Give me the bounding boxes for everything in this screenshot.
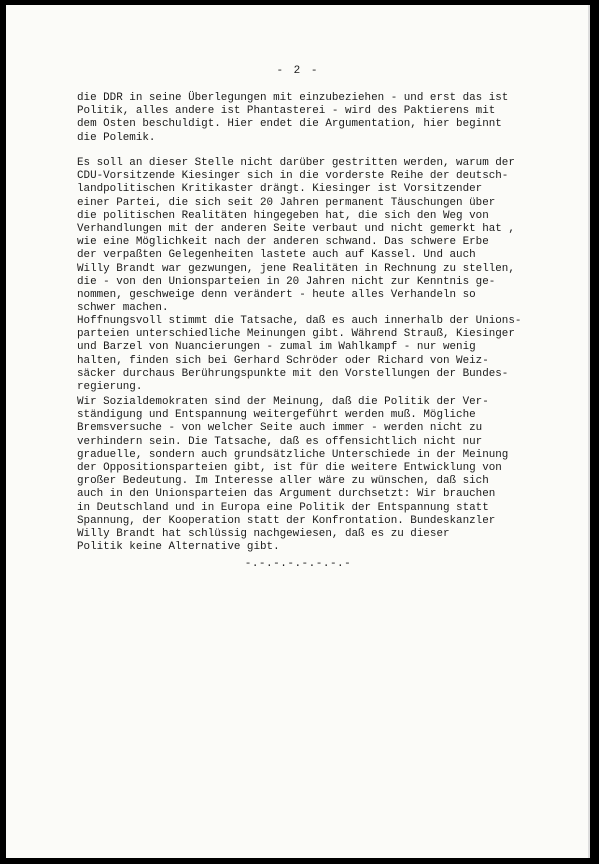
text-line: die DDR in seine Überlegungen mit einzubeziehen - und erst das ist <box>77 92 509 104</box>
text-line: Spannung, der Kooperation statt der Konfrontation. Bundeskanzler <box>77 514 496 527</box>
paragraph-3 <box>77 315 563 394</box>
text-line: landpolitischen Kritikaster drängt. Kiesinger ist Vorsitzender <box>77 183 483 196</box>
text-line: halten, finden sich bei Gerhard Schröder oder Richard von Weiz- <box>77 354 489 367</box>
text-line: Es soll an dieser Stelle nicht darüber gestritten werden, warum der <box>77 157 515 169</box>
text-line: die politischen Realitäten hingegeben hat, die sich den Weg von <box>77 209 489 222</box>
text-line: CDU-Vorsitzende Kiesinger sich in die vorderste Reihe der deutsch- <box>77 170 509 183</box>
text-line: Willy Brandt war gezwungen, jene Realitäten in Rechnung zu stellen, <box>77 262 515 275</box>
text-line: in Deutschland und in Europa eine Politik der Entspannung statt <box>77 501 489 514</box>
paragraph-2 <box>77 157 563 315</box>
typewritten-sheet <box>6 5 590 858</box>
text-line: parteien unterschiedliche Meinungen gibt. Während Strauß, Kiesinger <box>77 328 515 341</box>
text-line: regierung. <box>77 381 143 394</box>
text-line: auch in den Unionsparteien das Argument durchsetzt: Wir brauchen <box>77 488 496 501</box>
text-line: graduelle, sondern auch grundsätzliche Unterschiede in der Meinung <box>77 448 509 461</box>
paragraph-4 <box>77 396 563 554</box>
text-line: Hoffnungsvoll stimmt die Tatsache, daß es auch innerhalb der Unions- <box>77 315 522 327</box>
document-page <box>6 5 590 858</box>
text-line: die Polemik. <box>77 131 156 144</box>
end-divider: -.-.-.-.-.-.-.- <box>244 558 352 570</box>
paragraph-1 <box>77 92 563 145</box>
text-line: der Oppositionsparteien gibt, ist für die weitere Entwicklung von <box>77 462 502 475</box>
text-line: verhindern sein. Die Tatsache, daß es offensichtlich nicht nur <box>77 435 483 448</box>
text-line: großer Bedeutung. Im Interesse aller wäre zu wünschen, daß sich <box>77 475 489 488</box>
page-number: - 2 - <box>276 65 320 77</box>
text-line: und Barzel von Nuancierungen - zumal im Wahlkampf - nur wenig <box>77 341 476 354</box>
text-line: Bremsversuche - von welcher Seite auch immer - werden nicht zu <box>77 422 483 435</box>
text-line: der verpaßten Gelegenheiten lastete auch auf Kassel. Und auch <box>77 249 476 262</box>
text-line: Wir Sozialdemokraten sind der Meinung, daß die Politik der Ver- <box>77 396 489 408</box>
text-line: wie eine Möglichkeit nach der anderen schwand. Das schwere Erbe <box>77 236 489 249</box>
text-line: einer Partei, die sich seit 20 Jahren permanent Täuschungen über <box>77 196 496 209</box>
text-line: dem Osten beschuldigt. Hier endet die Argumentation, hier beginnt <box>77 118 502 131</box>
text-line: säcker durchaus Berührungspunkte mit den Vorstellungen der Bundes- <box>77 367 509 380</box>
text-line: Politik keine Alternative gibt. <box>77 541 280 554</box>
text-line: Politik, alles andere ist Phantasterei - wird des Paktierens mit <box>77 105 496 118</box>
text-line: ständigung und Entspannung weitergeführt werden muß. Mögliche <box>77 409 476 422</box>
text-line: Willy Brandt hat schlüssig nachgewiesen, daß es zu dieser <box>77 528 450 541</box>
text-line: nommen, geschweige denn verändert - heute alles Verhandeln so <box>77 289 476 302</box>
text-line: Verhandlungen mit der anderen Seite verbaut und nicht gemerkt hat , <box>77 223 515 236</box>
text-line: die - von den Unionsparteien in 20 Jahren nicht zur Kenntnis ge- <box>77 275 496 288</box>
page-edge <box>588 5 590 858</box>
text-line: schwer machen. <box>77 302 169 315</box>
